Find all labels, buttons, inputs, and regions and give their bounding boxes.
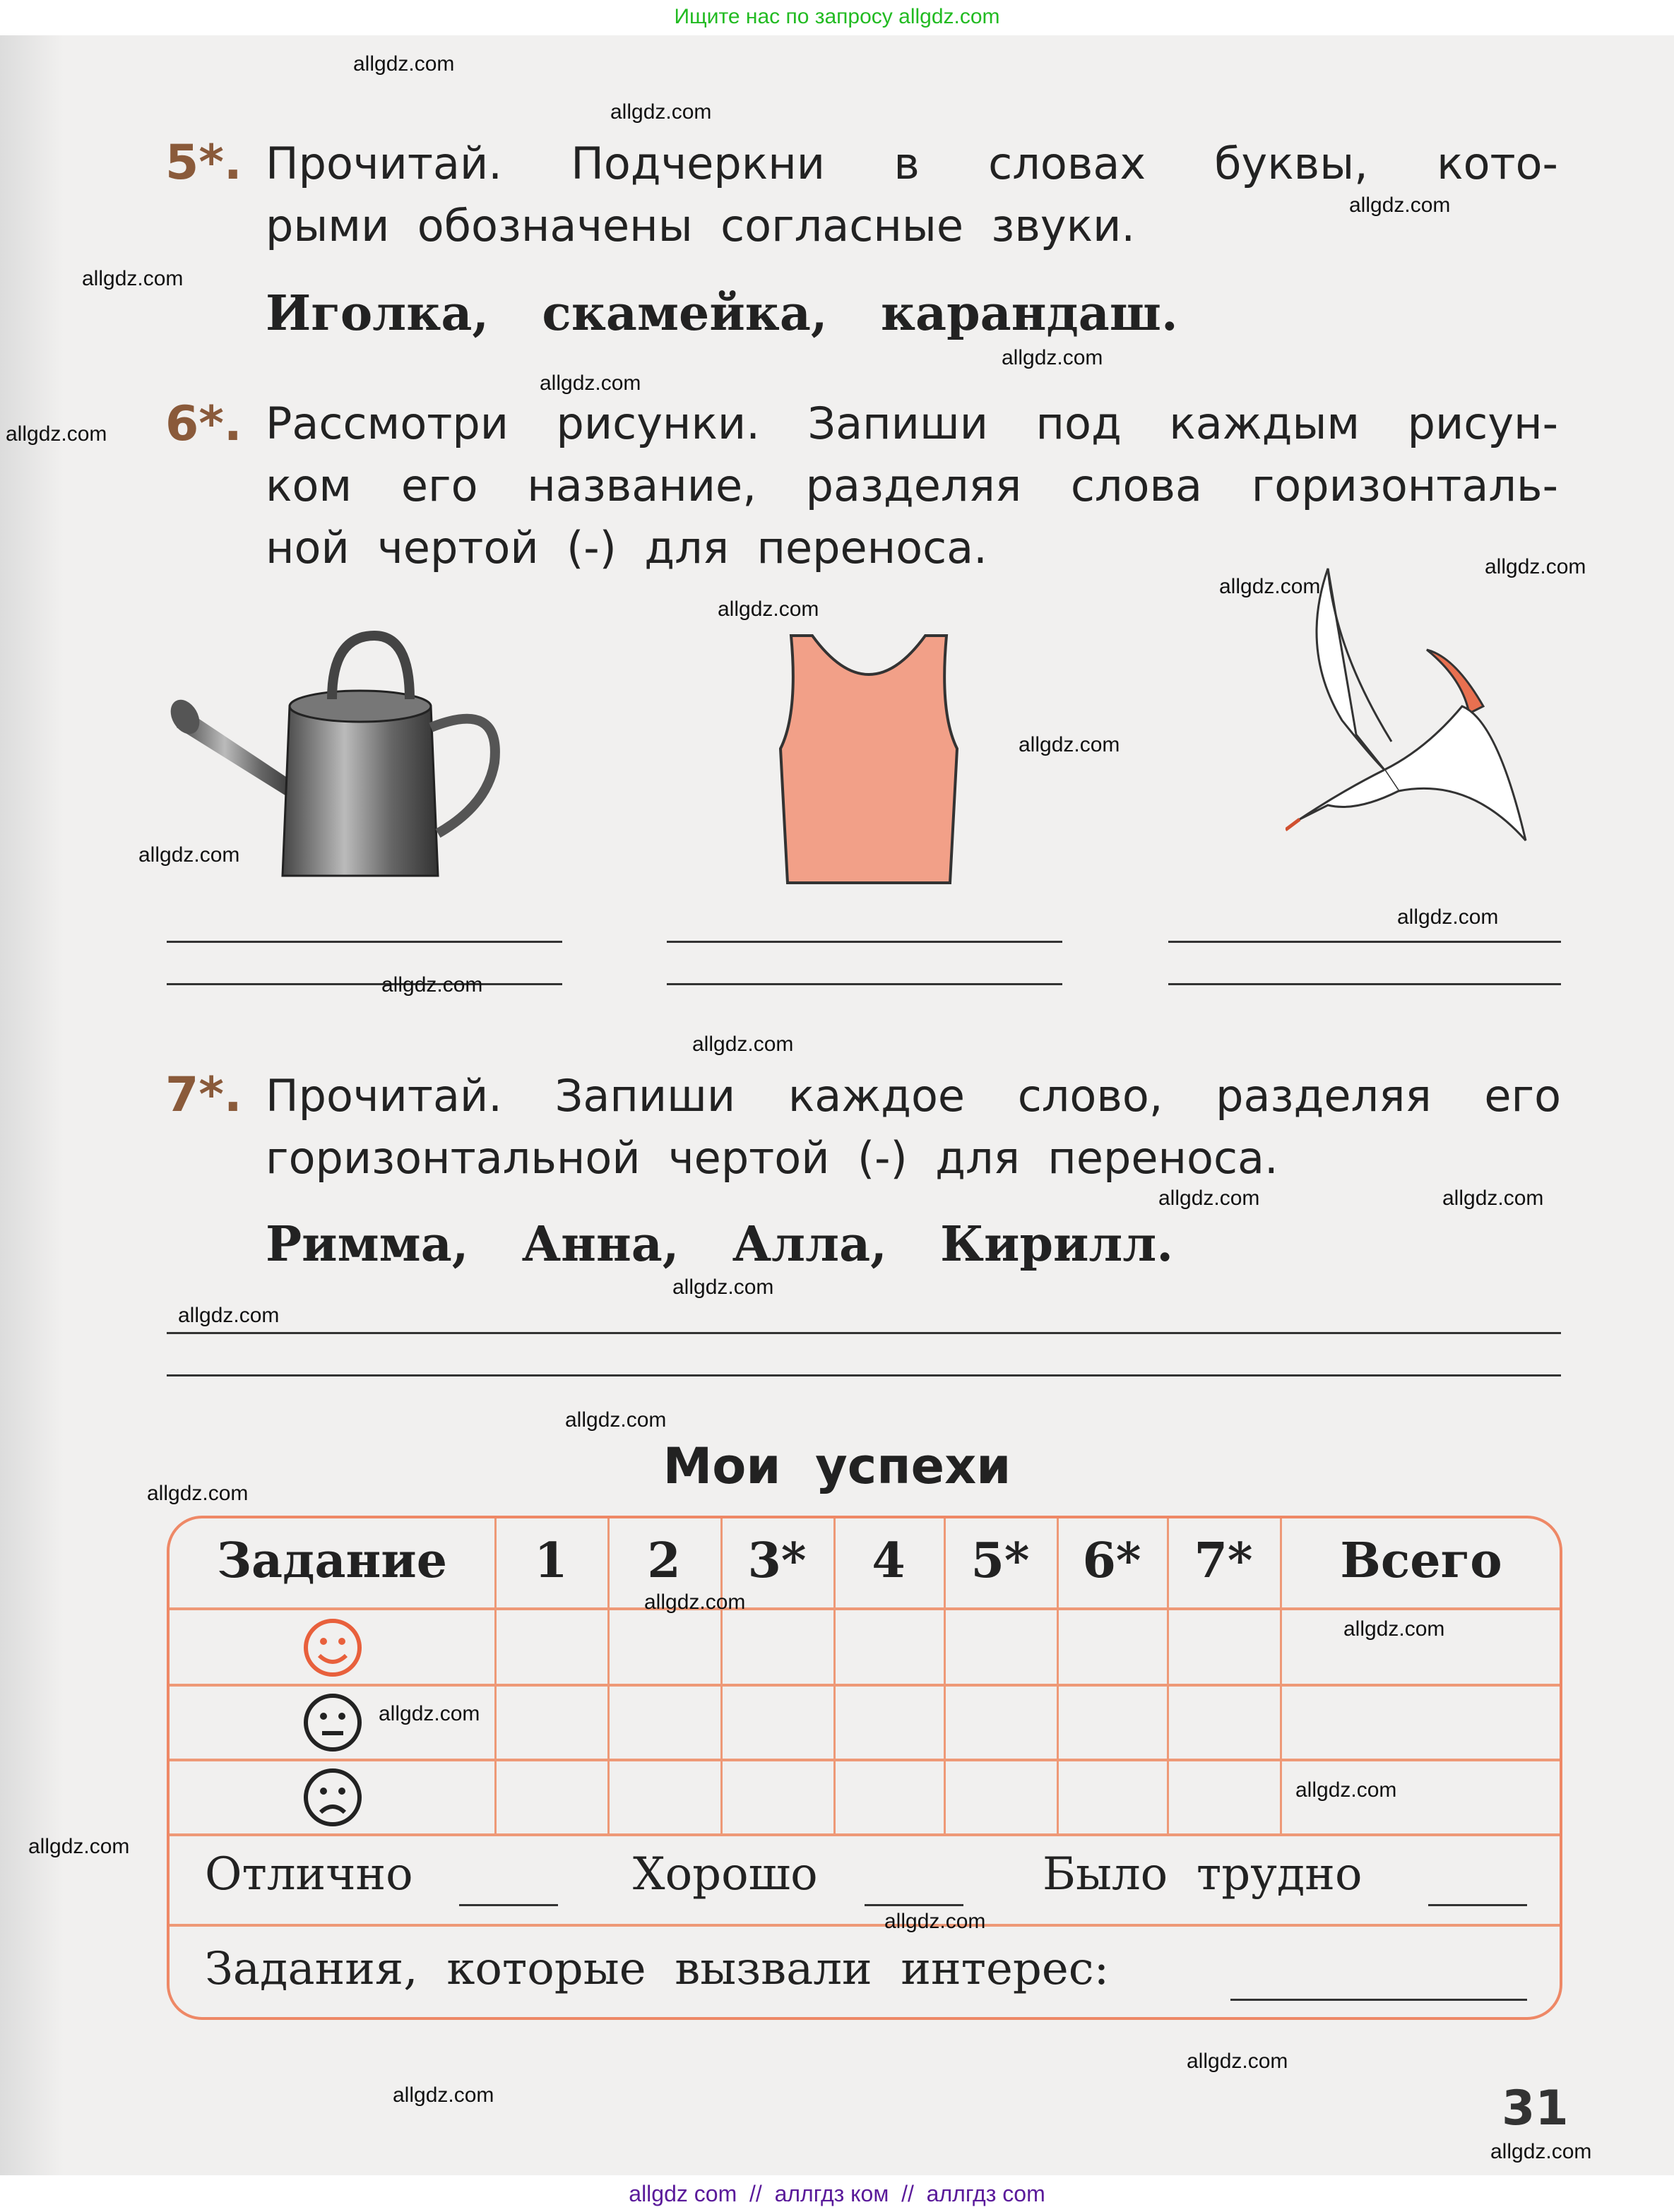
task5-line1 — [266, 138, 1558, 189]
watermark: allgdz.com — [610, 100, 712, 124]
interest-blank[interactable] — [1230, 1999, 1527, 2001]
answer-line[interactable] — [667, 983, 1062, 985]
row-divider — [170, 1924, 1560, 1927]
header-total: Всего — [1340, 1533, 1502, 1589]
hard-blank[interactable] — [1428, 1904, 1527, 1906]
watermark: allgdz.com — [82, 267, 184, 290]
watermark: allgdz.com — [1442, 1187, 1544, 1210]
excellent-blank[interactable] — [459, 1904, 558, 1906]
word: Запиши — [554, 1070, 736, 1122]
header-col: 1 — [534, 1533, 568, 1589]
watermark: allgdz.com — [672, 1276, 774, 1299]
word: Прочитай. — [266, 138, 502, 189]
answer-line[interactable] — [167, 1332, 1561, 1334]
watermark: allgdz.com — [138, 843, 240, 867]
good-blank[interactable] — [865, 1904, 963, 1906]
tank-top-picture — [770, 629, 968, 890]
watermark: allgdz.com — [393, 2083, 494, 2107]
answer-line[interactable] — [167, 1374, 1561, 1376]
watermark: allgdz.com — [565, 1408, 667, 1432]
sad-face-icon — [301, 1766, 364, 1829]
watermark: allgdz.com — [1343, 1617, 1445, 1641]
task5-line2: рыми обозначены согласные звуки. — [266, 200, 1136, 251]
task6-line3: ной чертой (-) для переноса. — [266, 522, 987, 573]
word: каждым — [1169, 398, 1360, 449]
watermark: allgdz.com — [1187, 2050, 1288, 2073]
word: буквы, — [1214, 138, 1368, 189]
watermark: allgdz.com — [1490, 2140, 1592, 2163]
watermark: allgdz.com — [1485, 555, 1586, 578]
answer-line[interactable] — [167, 941, 562, 943]
header-col: 2 — [647, 1533, 681, 1589]
watermark: allgdz.com — [178, 1304, 280, 1327]
word: разделяя — [1216, 1070, 1432, 1122]
watermark: allgdz.com — [1219, 575, 1321, 598]
word: горизонталь- — [1251, 460, 1558, 511]
search-banner[interactable]: Ищите нас по запросу allgdz.com — [674, 5, 1000, 28]
watermark: allgdz.com — [6, 422, 107, 446]
row-divider — [170, 1759, 1560, 1761]
task7-line1 — [266, 1071, 1561, 1122]
success-title: Мои успехи — [663, 1437, 1011, 1495]
row-divider — [170, 1607, 1560, 1610]
task7-number: 7*. — [165, 1067, 242, 1123]
success-table — [167, 1516, 1562, 2020]
word: кото- — [1437, 138, 1558, 189]
header-col: 6* — [1082, 1533, 1141, 1589]
watermark: allgdz.com — [1158, 1187, 1260, 1210]
header-task: Задание — [217, 1533, 447, 1589]
word: слово, — [1017, 1070, 1163, 1122]
good-label: Хорошо — [633, 1848, 818, 1901]
word: Подчеркни — [571, 138, 826, 189]
watermark: allgdz.com — [147, 1482, 249, 1505]
word: ком — [266, 460, 352, 511]
watermark: allgdz.com — [1019, 733, 1120, 756]
task6-number: 6*. — [165, 396, 242, 452]
watermark: allgdz.com — [1397, 905, 1499, 929]
header-col: 4 — [872, 1533, 906, 1589]
seagull-picture — [1286, 565, 1540, 869]
watermark: allgdz.com — [379, 1702, 480, 1725]
task7-words: Римма, Анна, Алла, Кирилл. — [266, 1216, 1173, 1273]
watermark: allgdz.com — [1349, 194, 1451, 217]
interest-label: Задания, которые вызвали интерес: — [205, 1943, 1110, 1995]
answer-line[interactable] — [1168, 983, 1561, 985]
hard-label: Было трудно — [1043, 1848, 1363, 1901]
word: каждое — [788, 1070, 966, 1122]
smile-face-icon — [301, 1616, 364, 1679]
task5-number: 5*. — [165, 135, 242, 191]
answer-line[interactable] — [1168, 941, 1561, 943]
word: название, — [527, 460, 756, 511]
word: рисун- — [1407, 398, 1558, 449]
word: Рассмотри — [266, 398, 509, 449]
footer-text[interactable]: allgdz com // аллгдз ком // аллгдз com — [629, 2181, 1045, 2206]
watermark: allgdz.com — [1295, 1778, 1397, 1802]
word: в — [894, 138, 920, 189]
excellent-label: Отлично — [205, 1848, 413, 1901]
header-col: 7* — [1194, 1533, 1253, 1589]
word: его — [1484, 1070, 1561, 1122]
footer-links[interactable] — [0, 2180, 1674, 2208]
row-divider — [170, 1833, 1560, 1836]
neutral-face-icon — [301, 1691, 364, 1754]
row-divider — [170, 1684, 1560, 1687]
task7-line2: горизонтальной чертой (-) для переноса. — [266, 1132, 1278, 1184]
task5-words: Иголка, скамейка, карандаш. — [266, 285, 1178, 342]
watermark: allgdz.com — [692, 1033, 794, 1056]
word: слова — [1070, 460, 1203, 511]
word: разделяя — [805, 460, 1022, 511]
watermark: allgdz.com — [540, 371, 641, 395]
word: под — [1035, 398, 1122, 449]
word: его — [400, 460, 478, 511]
word: Запиши — [807, 398, 988, 449]
watermark: allgdz.com — [644, 1590, 746, 1614]
word: Прочитай. — [266, 1070, 502, 1122]
header-col: 5* — [970, 1533, 1030, 1589]
header-col: 3* — [747, 1533, 807, 1589]
watermark: allgdz.com — [381, 973, 483, 997]
watermark: allgdz.com — [718, 597, 819, 621]
watermark: allgdz.com — [884, 1910, 986, 1933]
watermark: allgdz.com — [28, 1835, 130, 1858]
watermark: allgdz.com — [353, 52, 455, 76]
task6-line2 — [266, 460, 1558, 511]
watermark: allgdz.com — [1002, 346, 1103, 369]
word: рисунки. — [556, 398, 760, 449]
answer-line[interactable] — [167, 983, 562, 985]
page-number: 31 — [1502, 2081, 1569, 2136]
word: словах — [988, 138, 1146, 189]
answer-line[interactable] — [667, 941, 1062, 943]
task6-line1 — [266, 398, 1558, 449]
